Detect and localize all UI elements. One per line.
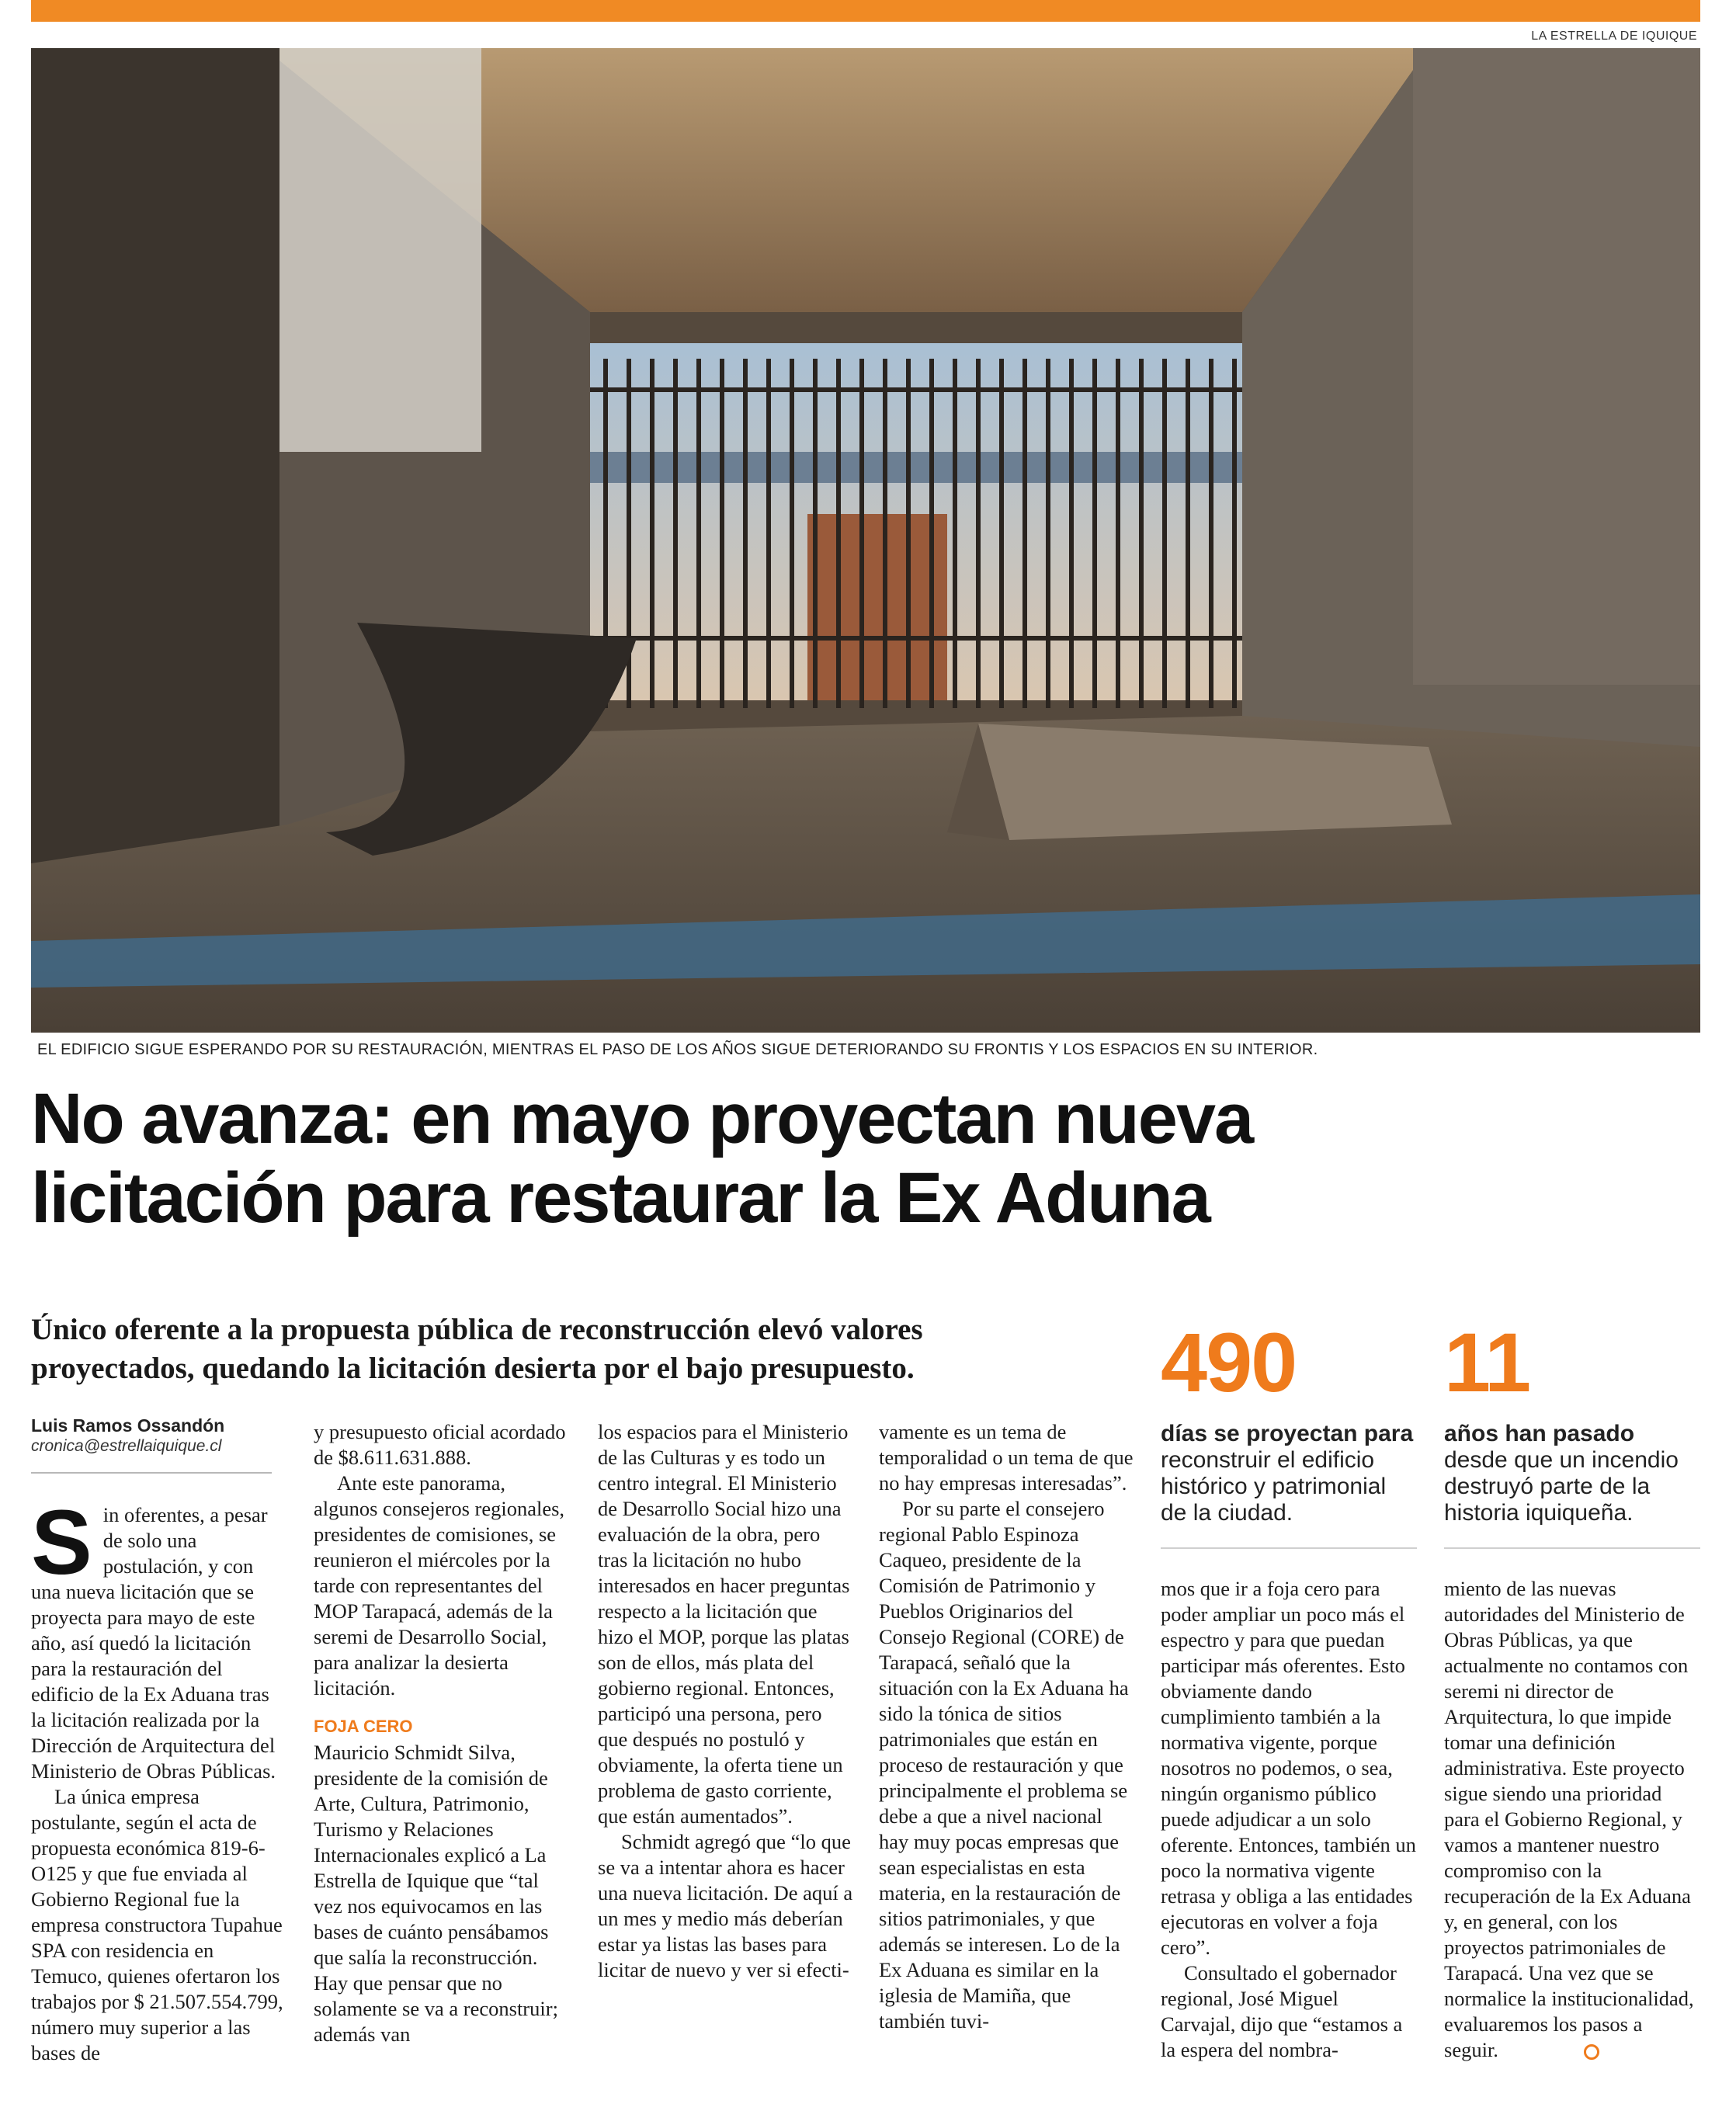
paragraph-text: miento de las nuevas autoridades del Ministerio de Obras Públicas, ya que actualmente no contamos con seremi ni director de Arquitectura, lo que impide tomar una definición administrativa. Este proyecto sigue siendo una prioridad para el Gobierno Regional, y vamos a mantener nuestro compromiso con la recuperación de la Ex Aduana y, en general, con los proyectos patrimoniales de Tarapacá. Una vez que se normalice la institucionalidad, evaluaremos los pasos a seguir. [1444, 1577, 1694, 2061]
end-of-article-icon [1584, 2044, 1599, 2060]
stat-lead: días se proyectan para [1161, 1421, 1414, 1446]
paragraph: Consultado el gobernador regional, José Miguel Carvajal, dijo que “estamos a la espera del nombra- [1161, 1961, 1403, 2061]
stat-number: 11 [1444, 1315, 1530, 1409]
paragraph: vamente es un tema de temporalidad o un tema de que no hay empresas interesadas”. [879, 1420, 1134, 1495]
paragraph: Mauricio Schmidt Silva, presidente de la comisión de Arte, Cultura, Patrimonio, Turismo y Relaciones Internacionales explicó a La Estrella de Iquique que “tal vez nos equivocamos en las bases de cuánto pensábamos que salía la reconstrucción. Hay que pensar que no solamente se va a reconstruir; además van [314, 1741, 558, 2046]
headline-line-2: licitación para restaurar la Ex Aduna [31, 1158, 1210, 1238]
stat-description [1161, 1421, 1417, 1526]
paragraph: Ante este panorama, algunos consejeros regionales, presidentes de comisiones, se reunieron el miércoles por la tarde con representantes del MOP Tarapacá, además de la seremi de Desarrollo Social, para analizar la desierta licitación. [314, 1471, 565, 1700]
byline [31, 1415, 279, 1457]
stat-number: 490 [1161, 1315, 1297, 1409]
article-column-6 [1444, 1576, 1700, 2063]
stat-divider [1161, 1547, 1417, 1549]
article-column-1 [31, 1491, 287, 2066]
paragraph [1444, 1576, 1700, 2063]
stat-text: desde que un incendio destruyó parte de la historia iquiqueña. [1444, 1447, 1679, 1526]
stat-text: reconstruir el edificio histórico y patrimonial de la ciudad. [1161, 1447, 1387, 1526]
stat-lead: años han pasado [1444, 1421, 1635, 1446]
author-name: Luis Ramos Ossandón [31, 1415, 225, 1436]
headline-line-1: No avanza: en mayo proyectan nueva [31, 1079, 1253, 1158]
article-column-5 [1161, 1576, 1417, 2063]
article-column-2 [314, 1419, 570, 2047]
paragraph: mos que ir a foja cero para poder ampliar un poco más el espectro y para que puedan participar más oferentes. Esto obviamente dando cumplimiento también a la normativa vigente, porque nosotros no podemos, o sea, ningún organismo público puede adjudicar a un solo oferente. Entonces, también un poco la normativa vigente retrasa y obliga a las entidades ejecutoras en volver a foja cero”. [1161, 1577, 1416, 1959]
article-column-4 [879, 1419, 1135, 2034]
article-photo [31, 48, 1700, 1033]
deck-subtitle: Único oferente a la propuesta pública de reconstrucción elevó valores proyectados, quedando la licitación desierta por el bajo presupuesto. [31, 1313, 923, 1385]
paragraph-text: in oferentes, a pesar de solo una postulación, y con una nueva licitación que se proyecta para mayo de este año, así quedó la licitación para la restauración del edificio de la Ex Aduana tras la licitación realizada por la Dirección de Arquitectura del Ministerio de Obras Públicas. [31, 1503, 276, 1783]
stat-divider [1444, 1547, 1700, 1549]
headline [31, 1079, 1716, 1238]
paragraph [31, 1491, 287, 1784]
stat-description [1444, 1421, 1700, 1526]
stat-490-days [1161, 1315, 1417, 1526]
photo-caption: EL EDIFICIO SIGUE ESPERANDO POR SU RESTAURACIÓN, MIENTRAS EL PASO DE LOS AÑOS SIGUE DETERIORANDO SU FRONTIS Y LOS ESPACIOS EN SU INTERIOR. [37, 1041, 1318, 1058]
section-subhead: FOJA CERO [314, 1717, 413, 1736]
section-header-bar [31, 0, 1700, 22]
paragraph: y presupuesto oficial acordado de $8.611.631.888. [314, 1420, 566, 1469]
byline-divider [31, 1472, 272, 1474]
author-email: cronica@estrellaiquique.cl [31, 1437, 222, 1455]
paragraph: Schmidt agregó que “lo que se va a intentar ahora es hacer una nueva licitación. De aquí a un mes y medio más deberían estar ya listas las bases para licitar de nuevo y ver si efecti- [598, 1830, 853, 1981]
article-column-3 [598, 1419, 854, 1983]
ex-aduana-interior-image [31, 48, 1700, 1033]
stat-11-years [1444, 1315, 1700, 1526]
paragraph: los espacios para el Ministerio de las Culturas y es todo un centro integral. El Ministerio de Desarrollo Social hizo una evaluación de la obra, pero tras la licitación no hubo interesados en hacer preguntas respecto a la licitación que hizo el MOP, porque las platas son de ellos, más plata del gobierno regional. Entonces, participó una persona, pero que después no postuló y obviamente, la oferta tiene un problema de gasto corriente, que están aumentados”. [598, 1420, 850, 1828]
paragraph: Por su parte el consejero regional Pablo Espinoza Caqueo, presidente de la Comisión de Patrimonio y Pueblos Originarios del Consejo Regional (CORE) de Tarapacá, señaló que la situación con la Ex Aduana ha sido la tónica de sitios patrimoniales que están en proceso de restauración y que principalmente el problema se debe a que a nivel nacional hay muy pocas empresas que sean especialistas en esta materia, en la restauración de sitios patrimoniales, y que además se interesen. Lo de la Ex Aduana es similar en la iglesia de Mamiña, que también tuvi- [879, 1497, 1129, 2033]
paragraph: La única empresa postulante, según el acta de propuesta económica 819-6-O125 y que fue enviada al Gobierno Regional fue la empresa constructora Tupahue SPA con residencia en Temuco, quienes ofertaron los trabajos por $ 21.507.554.799, número muy superior a las bases de [31, 1785, 283, 2064]
newspaper-source: LA ESTRELLA DE IQUIQUE [1531, 30, 1697, 43]
drop-cap: S [31, 1491, 92, 1594]
